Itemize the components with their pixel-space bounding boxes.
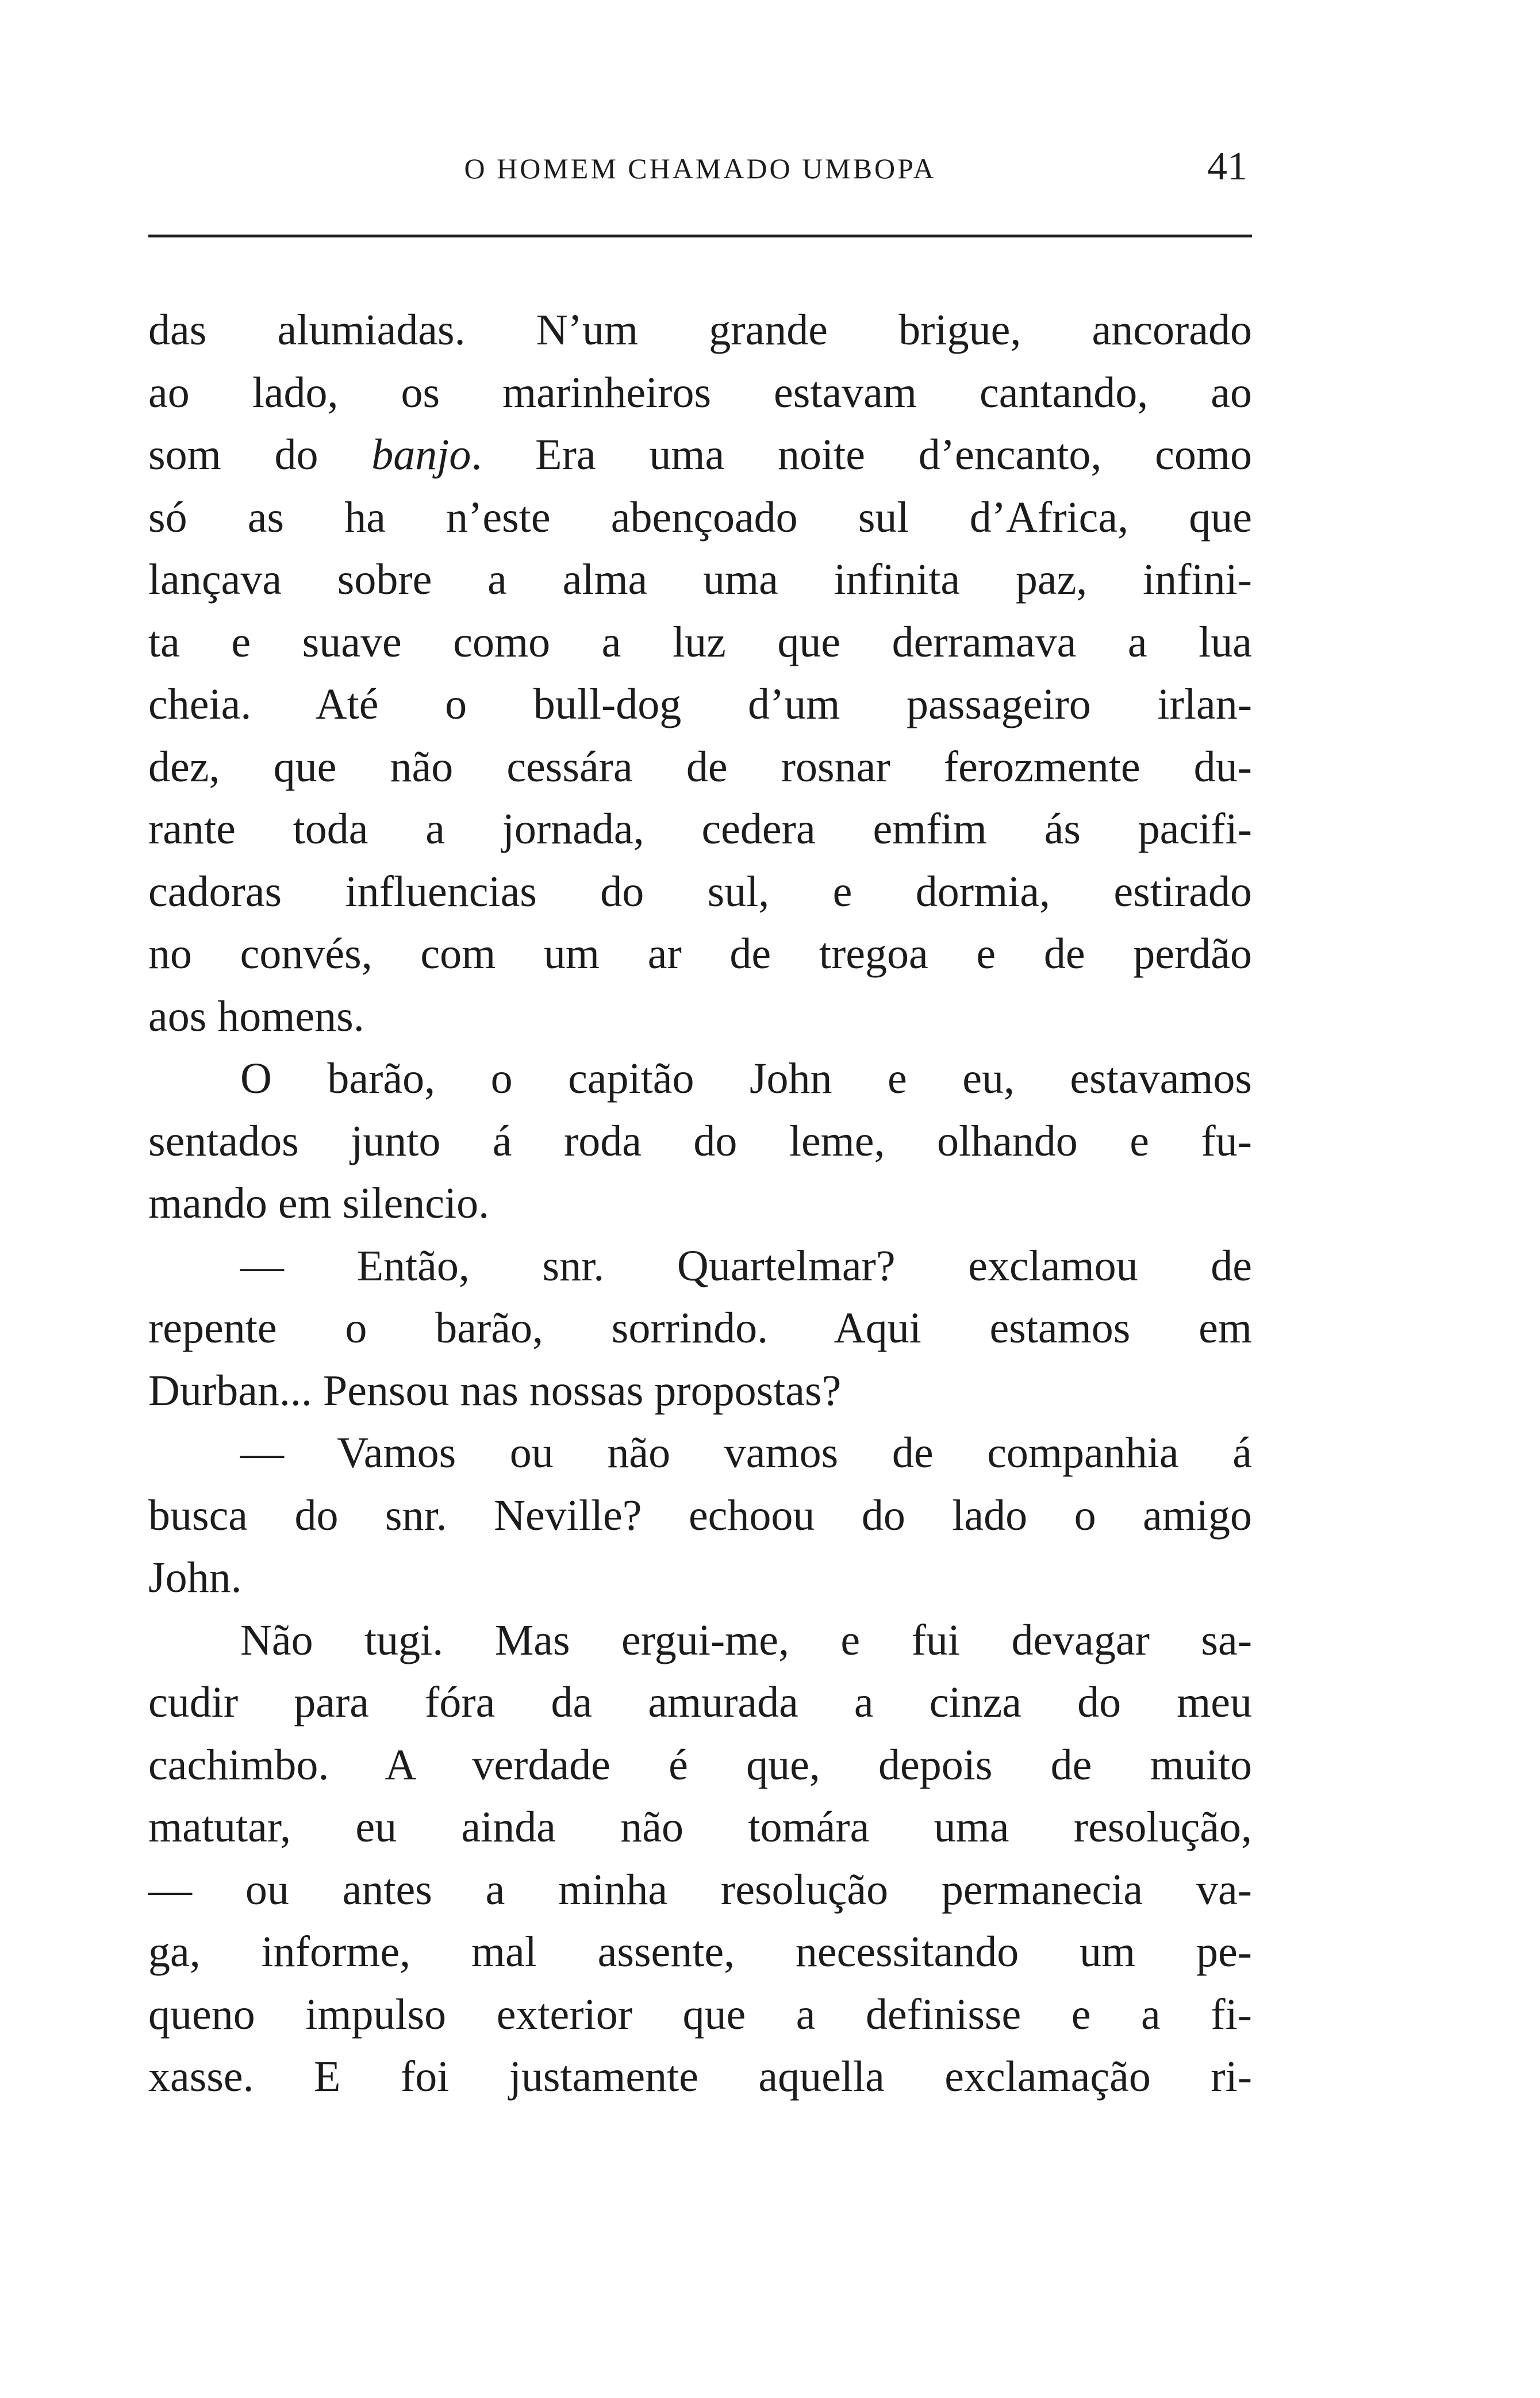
text-line: ga, informe, mal assente, necessitando um pe- xyxy=(148,1928,1252,1976)
text-line xyxy=(148,424,1252,486)
italic-word: banjo xyxy=(371,431,471,479)
text-line: sentados junto á roda do leme, olhando e fu- xyxy=(148,1116,1252,1165)
text-line: cadoras influencias do sul, e dormia, estirado xyxy=(148,867,1252,916)
text-line: — Então, snr. Quartelmar? exclamou de xyxy=(240,1241,1252,1290)
text-line: dez, que não cessára de rosnar ferozmente du- xyxy=(148,742,1252,791)
text-fragment: . Era uma noite d’encanto, como xyxy=(471,431,1252,479)
text-line: só as ha n’este abençoado sul d’Africa, que xyxy=(148,493,1252,542)
text-line: cheia. Até o bull-dog d’um passageiro irlan- xyxy=(148,680,1252,728)
text-line: busca do snr. Neville? echoou do lado o amigo xyxy=(148,1491,1252,1540)
text-line: aos homens. xyxy=(148,992,364,1041)
page-number: 41 xyxy=(1207,144,1247,189)
text-line: Não tugi. Mas ergui-me, e fui devagar sa- xyxy=(240,1616,1252,1664)
text-line: ta e suave como a luz que derramava a lua xyxy=(148,617,1252,666)
running-head xyxy=(148,144,1252,190)
text-line: Durban... Pensou nas nossas propostas? xyxy=(148,1366,842,1415)
body-text xyxy=(148,299,1252,2108)
text-line: no convés, com um ar de tregoa e de perdão xyxy=(148,930,1252,978)
text-line: repente o barão, sorrindo. Aqui estamos em xyxy=(148,1304,1252,1352)
text-line: lançava sobre a alma uma infinita paz, infini- xyxy=(148,555,1252,604)
text-line: O barão, o capitão John e eu, estavamos xyxy=(240,1054,1252,1103)
text-line: matutar, eu ainda não tomára uma resolução, xyxy=(148,1803,1252,1851)
text-fragment: som do xyxy=(148,431,372,479)
text-line: ao lado, os marinheiros estavam cantando, ao xyxy=(148,368,1252,417)
running-title: O HOMEM CHAMADO UMBOPA xyxy=(464,152,936,185)
text-line: cachimbo. A verdade é que, depois de muito xyxy=(148,1740,1252,1789)
header-rule xyxy=(148,235,1252,237)
text-line: queno impulso exterior que a definisse e a fi- xyxy=(148,1990,1252,2039)
text-line: cudir para fóra da amurada a cinza do meu xyxy=(148,1678,1252,1726)
text-line: — Vamos ou não vamos de companhia á xyxy=(240,1429,1252,1477)
text-line: John. xyxy=(148,1553,242,1602)
text-line: mando em silencio. xyxy=(148,1179,490,1227)
text-line: das alumiadas. N’um grande brigue, ancorado xyxy=(148,306,1252,354)
text-line: xasse. E foi justamente aquella exclamação ri- xyxy=(148,2052,1252,2101)
text-line: — ou antes a minha resolução permanecia va- xyxy=(148,1865,1252,1914)
text-line: rante toda a jornada, cedera emfim ás pacifi- xyxy=(148,805,1252,853)
